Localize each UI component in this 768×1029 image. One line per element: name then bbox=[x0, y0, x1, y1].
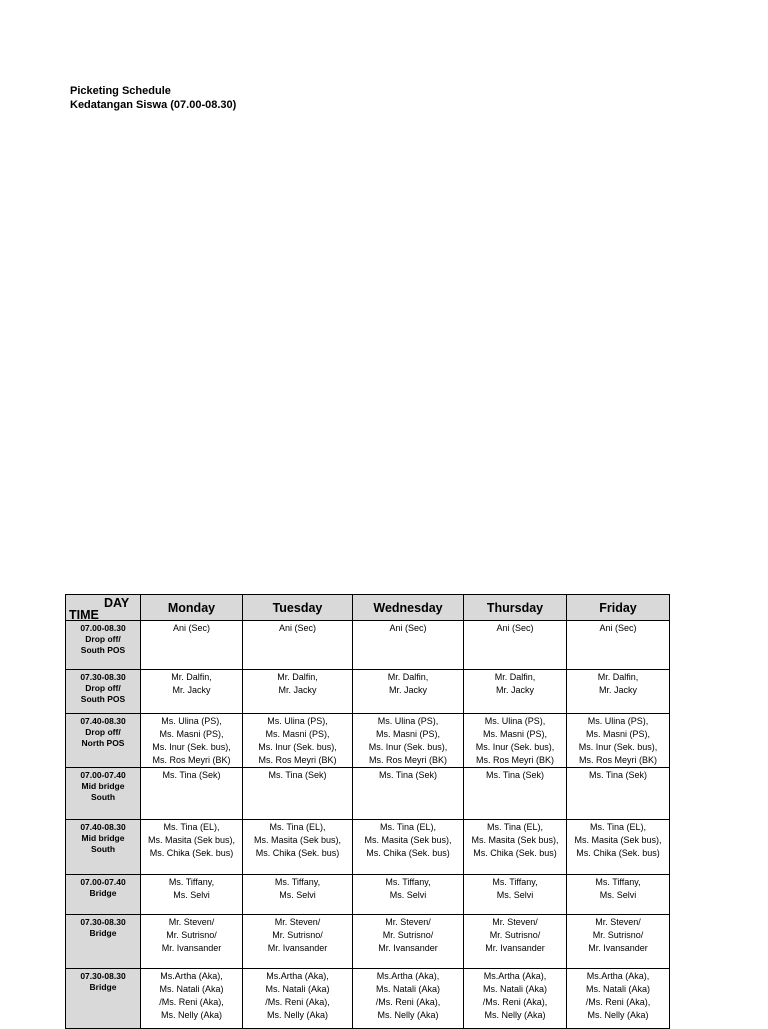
schedule-cell bbox=[567, 969, 670, 1029]
time-slot-header bbox=[66, 875, 141, 915]
table-row bbox=[66, 820, 670, 875]
staff-name: Mr. Dalfin, bbox=[597, 672, 639, 682]
staff-name: Mr. Sutrisno/ bbox=[382, 930, 434, 940]
schedule-cell bbox=[141, 768, 243, 820]
staff-name: Ms. Masni (PS), bbox=[585, 729, 650, 739]
header-row bbox=[66, 595, 670, 621]
time-slot-header bbox=[66, 820, 141, 875]
staff-name: Ms. Masni (PS), bbox=[265, 729, 330, 739]
time-slot-line: Mid bridge bbox=[81, 833, 125, 843]
schedule-cell bbox=[243, 768, 353, 820]
time-slot-line: 07.40-08.30 bbox=[80, 716, 126, 726]
table-row bbox=[66, 915, 670, 969]
schedule-cell bbox=[464, 768, 567, 820]
table-row bbox=[66, 670, 670, 714]
time-slot-line: 07.30-08.30 bbox=[80, 971, 126, 981]
staff-name: Ms. Tiffany, bbox=[595, 877, 641, 887]
staff-name: Ms. Masita (Sek bus), bbox=[147, 835, 236, 845]
staff-name: Ms. Nelly (Aka) bbox=[160, 1010, 222, 1020]
schedule-cell bbox=[464, 820, 567, 875]
staff-name: Mr. Sutrisno/ bbox=[592, 930, 644, 940]
staff-name: Ani (Sec) bbox=[278, 623, 316, 633]
schedule-cell bbox=[141, 670, 243, 714]
schedule-cell bbox=[243, 820, 353, 875]
staff-name: Ms. Ulina (PS), bbox=[161, 716, 222, 726]
time-slot-header bbox=[66, 915, 141, 969]
staff-name: Ms. Selvi bbox=[173, 890, 210, 900]
schedule-cell bbox=[567, 768, 670, 820]
staff-name: Ms. Tina (EL), bbox=[269, 822, 326, 832]
schedule-cell bbox=[464, 714, 567, 768]
schedule-cell bbox=[353, 820, 464, 875]
schedule-cell bbox=[243, 915, 353, 969]
table-row bbox=[66, 875, 670, 915]
time-slot-line: Drop off/ bbox=[85, 683, 121, 693]
time-slot-line: South POS bbox=[80, 694, 126, 704]
staff-name: Ms. Nelly (Aka) bbox=[266, 1010, 328, 1020]
corner-time-label: TIME bbox=[69, 608, 99, 621]
day-header-wednesday: Wednesday bbox=[353, 595, 464, 621]
staff-name: /Ms. Reni (Aka), bbox=[375, 997, 441, 1007]
staff-name: Ms. Natali (Aka) bbox=[585, 984, 650, 994]
time-slot-line: Bridge bbox=[89, 928, 117, 938]
staff-name: Mr. Steven/ bbox=[595, 917, 641, 927]
day-header-tuesday: Tuesday bbox=[243, 595, 353, 621]
staff-name: Ms.Artha (Aka), bbox=[266, 971, 329, 981]
staff-name: Ms. Ulina (PS), bbox=[267, 716, 328, 726]
schedule-cell bbox=[353, 621, 464, 670]
time-slot-line: Bridge bbox=[89, 982, 117, 992]
staff-name: Ms. Tina (EL), bbox=[379, 822, 436, 832]
staff-name: Ani (Sec) bbox=[496, 623, 534, 633]
staff-name: Mr. Jacky bbox=[495, 685, 534, 695]
time-slot-line: 07.30-08.30 bbox=[80, 672, 126, 682]
staff-name: Ms. Tina (Sek) bbox=[588, 770, 647, 780]
staff-name: Mr. Steven/ bbox=[274, 917, 321, 927]
time-slot-header bbox=[66, 768, 141, 820]
table-row bbox=[66, 714, 670, 768]
staff-name: /Ms. Reni (Aka), bbox=[585, 997, 651, 1007]
staff-name: Ms. Tina (EL), bbox=[589, 822, 646, 832]
table-row bbox=[66, 768, 670, 820]
schedule-cell bbox=[353, 714, 464, 768]
schedule-cell bbox=[141, 875, 243, 915]
schedule-cell bbox=[141, 621, 243, 670]
staff-name: Ms. Nelly (Aka) bbox=[484, 1010, 546, 1020]
schedule-cell bbox=[243, 670, 353, 714]
schedule-cell bbox=[353, 875, 464, 915]
schedule-cell bbox=[141, 820, 243, 875]
staff-name: Ms. Masita (Sek bus), bbox=[574, 835, 662, 845]
staff-name: Ms. Ros Meyri (BK) bbox=[475, 755, 554, 765]
schedule-cell bbox=[353, 670, 464, 714]
time-slot-line: North POS bbox=[81, 738, 125, 748]
schedule-cell bbox=[464, 670, 567, 714]
staff-name: Mr. Ivansander bbox=[267, 943, 328, 953]
staff-name: Mr. Steven/ bbox=[492, 917, 538, 927]
staff-name: /Ms. Reni (Aka), bbox=[159, 997, 224, 1007]
staff-name: Mr. Ivansander bbox=[378, 943, 438, 953]
corner-day-label: DAY bbox=[104, 596, 130, 610]
time-slot-line: South POS bbox=[80, 645, 126, 655]
time-slot-line: South bbox=[90, 792, 116, 802]
staff-name: Ms. Ulina (PS), bbox=[484, 716, 546, 726]
staff-name: Ms. Tina (EL), bbox=[486, 822, 543, 832]
staff-name: Ms. Ros Meyri (BK) bbox=[258, 755, 337, 765]
staff-name: Mr. Sutrisno/ bbox=[489, 930, 541, 940]
schedule-cell bbox=[243, 714, 353, 768]
time-slot-line: 07.40-08.30 bbox=[80, 822, 126, 832]
staff-name: Ms. Inur (Sek. bus), bbox=[475, 742, 555, 752]
day-header-friday: Friday bbox=[567, 595, 670, 621]
time-slot-line: Drop off/ bbox=[85, 634, 121, 644]
staff-name: /Ms. Reni (Aka), bbox=[482, 997, 548, 1007]
staff-name: Ms. Natali (Aka) bbox=[265, 984, 330, 994]
staff-name: Ms. Tiffany, bbox=[492, 877, 538, 887]
staff-name: Ms. Natali (Aka) bbox=[482, 984, 547, 994]
staff-name: Ms. Tina (EL), bbox=[163, 822, 220, 832]
staff-name: Ms. Tina (Sek) bbox=[378, 770, 437, 780]
day-header-thursday: Thursday bbox=[464, 595, 567, 621]
table-row bbox=[66, 969, 670, 1029]
schedule-cell bbox=[567, 875, 670, 915]
time-slot-line: 07.30-08.30 bbox=[80, 917, 126, 927]
staff-name: Ms.Artha (Aka), bbox=[376, 971, 440, 981]
schedule-cell bbox=[353, 969, 464, 1029]
staff-name: Ms. Masita (Sek bus), bbox=[364, 835, 452, 845]
staff-name: Ms. Natali (Aka) bbox=[375, 984, 440, 994]
staff-name: Ms. Selvi bbox=[496, 890, 534, 900]
schedule-cell bbox=[353, 768, 464, 820]
day-header-monday: Monday bbox=[141, 595, 243, 621]
staff-name: Mr. Steven/ bbox=[385, 917, 431, 927]
staff-name: Ms. Masni (PS), bbox=[375, 729, 440, 739]
staff-name: Ms. Masita (Sek bus), bbox=[471, 835, 559, 845]
staff-name: Mr. Steven/ bbox=[168, 917, 215, 927]
staff-name: Mr. Ivansander bbox=[161, 943, 222, 953]
schedule-cell bbox=[464, 969, 567, 1029]
schedule-cell bbox=[141, 714, 243, 768]
staff-name: Ani (Sec) bbox=[389, 623, 427, 633]
schedule-cell bbox=[567, 915, 670, 969]
staff-name: Mr. Jacky bbox=[598, 685, 637, 695]
staff-name: Ms. Selvi bbox=[389, 890, 427, 900]
schedule-cell bbox=[464, 621, 567, 670]
staff-name: Ms. Ros Meyri (BK) bbox=[368, 755, 447, 765]
title-line-1: Picketing Schedule bbox=[70, 85, 171, 97]
document-title bbox=[70, 84, 236, 112]
time-slot-line: Bridge bbox=[89, 888, 117, 898]
schedule-cell bbox=[243, 875, 353, 915]
staff-name: Mr. Dalfin, bbox=[494, 672, 536, 682]
staff-name: Mr. Ivansander bbox=[588, 943, 648, 953]
corner-header bbox=[66, 595, 141, 621]
staff-name: Ms. Masni (PS), bbox=[482, 729, 547, 739]
time-slot-line: Drop off/ bbox=[85, 727, 121, 737]
staff-name: Ms. Inur (Sek. bus), bbox=[258, 742, 337, 752]
schedule-cell bbox=[353, 915, 464, 969]
staff-name: Ms. Tina (Sek) bbox=[162, 770, 221, 780]
staff-name: Ms. Chika (Sek. bus) bbox=[366, 848, 450, 858]
staff-name: Ms.Artha (Aka), bbox=[483, 971, 547, 981]
time-slot-line: 07.00-07.40 bbox=[80, 877, 126, 887]
staff-name: Ms. Masni (PS), bbox=[159, 729, 224, 739]
time-slot-header bbox=[66, 621, 141, 670]
staff-name: Ms. Ulina (PS), bbox=[587, 716, 649, 726]
time-slot-header bbox=[66, 714, 141, 768]
staff-name: Ms. Nelly (Aka) bbox=[587, 1010, 649, 1020]
time-slot-line: Mid bridge bbox=[81, 781, 125, 791]
staff-name: Ms. Inur (Sek. bus), bbox=[152, 742, 231, 752]
staff-name: Ani (Sec) bbox=[599, 623, 637, 633]
staff-name: Ms. Inur (Sek. bus), bbox=[368, 742, 448, 752]
time-slot-header bbox=[66, 969, 141, 1029]
staff-name: Mr. Jacky bbox=[172, 685, 211, 695]
staff-name: /Ms. Reni (Aka), bbox=[265, 997, 330, 1007]
staff-name: Ms. Selvi bbox=[599, 890, 637, 900]
staff-name: Ani (Sec) bbox=[172, 623, 210, 633]
time-slot-line: 07.00-08.30 bbox=[80, 623, 126, 633]
staff-name: Ms. Natali (Aka) bbox=[159, 984, 224, 994]
staff-name: Mr. Dalfin, bbox=[171, 672, 212, 682]
staff-name: Mr. Sutrisno/ bbox=[166, 930, 217, 940]
schedule-cell bbox=[464, 915, 567, 969]
time-slot-line: 07.00-07.40 bbox=[80, 770, 126, 780]
staff-name: Ms. Tiffany, bbox=[274, 877, 321, 887]
staff-name: Ms. Tiffany, bbox=[385, 877, 431, 887]
time-slot-header bbox=[66, 670, 141, 714]
staff-name: Ms. Nelly (Aka) bbox=[377, 1010, 439, 1020]
picketing-schedule-table bbox=[65, 594, 670, 1029]
staff-name: Mr. Ivansander bbox=[485, 943, 545, 953]
staff-name: Mr. Jacky bbox=[278, 685, 317, 695]
time-slot-line: South bbox=[90, 844, 116, 854]
staff-name: Mr. Dalfin, bbox=[277, 672, 318, 682]
staff-name: Mr. Dalfin, bbox=[387, 672, 429, 682]
schedule-cell bbox=[243, 969, 353, 1029]
table-row bbox=[66, 621, 670, 670]
schedule-cell bbox=[464, 875, 567, 915]
staff-name: Ms. Ulina (PS), bbox=[377, 716, 439, 726]
staff-name: Ms. Chika (Sek. bus) bbox=[149, 848, 234, 858]
schedule-cell bbox=[141, 969, 243, 1029]
schedule-cell bbox=[243, 621, 353, 670]
title-line-2: Kedatangan Siswa (07.00-08.30) bbox=[70, 99, 237, 111]
staff-name: Ms. Tina (Sek) bbox=[485, 770, 544, 780]
staff-name: Mr. Sutrisno/ bbox=[272, 930, 323, 940]
staff-name: Ms. Ros Meyri (BK) bbox=[578, 755, 657, 765]
schedule-cell bbox=[567, 714, 670, 768]
staff-name: Ms. Tina (Sek) bbox=[268, 770, 327, 780]
staff-name: Ms. Chika (Sek. bus) bbox=[576, 848, 660, 858]
schedule-cell bbox=[141, 915, 243, 969]
staff-name: Ms. Chika (Sek. bus) bbox=[255, 848, 340, 858]
staff-name: Ms. Tiffany, bbox=[168, 877, 215, 887]
staff-name: Ms.Artha (Aka), bbox=[160, 971, 223, 981]
staff-name: Ms. Chika (Sek. bus) bbox=[473, 848, 557, 858]
staff-name: Ms. Masita (Sek bus), bbox=[253, 835, 342, 845]
staff-name: Ms. Inur (Sek. bus), bbox=[578, 742, 658, 752]
staff-name: Ms. Selvi bbox=[279, 890, 316, 900]
staff-name: Ms.Artha (Aka), bbox=[586, 971, 650, 981]
staff-name: Ms. Ros Meyri (BK) bbox=[152, 755, 231, 765]
schedule-cell bbox=[567, 621, 670, 670]
schedule-cell bbox=[567, 670, 670, 714]
schedule-body bbox=[66, 621, 670, 1029]
staff-name: Mr. Jacky bbox=[388, 685, 427, 695]
schedule-cell bbox=[567, 820, 670, 875]
